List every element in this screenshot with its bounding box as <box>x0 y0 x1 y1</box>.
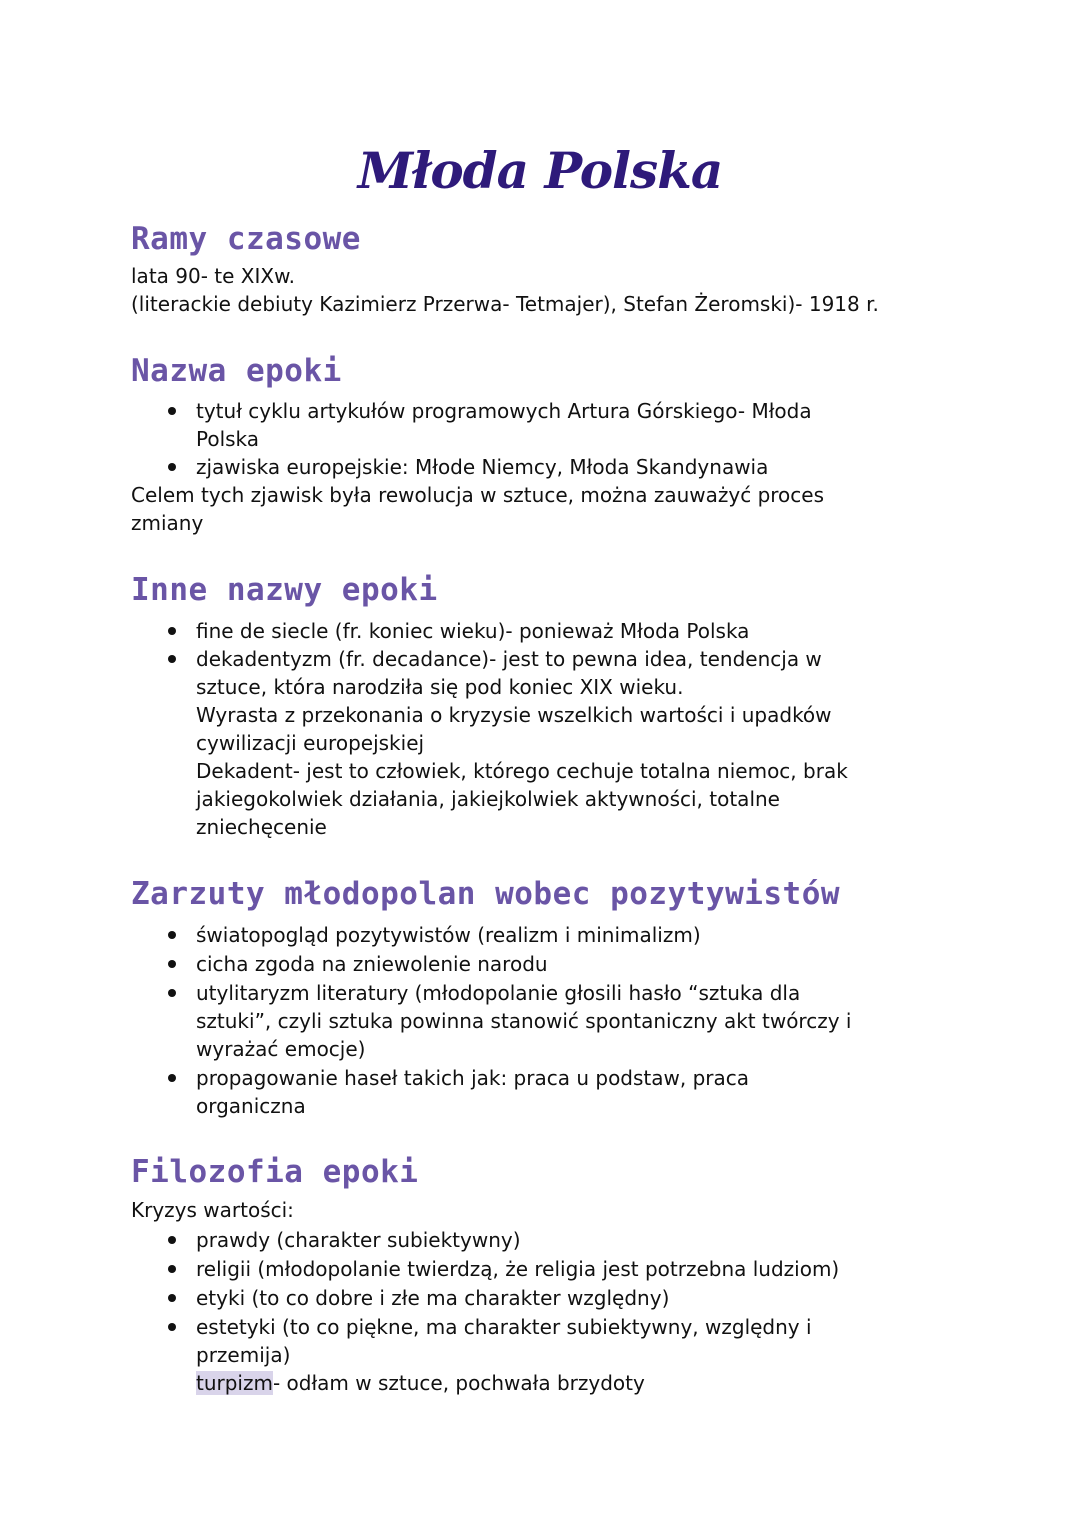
filozofia-bullet-4-line-2: przemija) <box>196 1343 291 1367</box>
nazwa-bullet-1-line-2: Polska <box>196 427 260 451</box>
turpizm-definition: - odłam w sztuce, pochwała brzydoty <box>272 1371 645 1395</box>
heading-filozofia-epoki: Filozofia epoki <box>131 1154 419 1190</box>
inne-bullet-2-line-7: zniechęcenie <box>196 815 327 839</box>
zarzuty-bullet-4-line-1: propagowanie haseł takich jak: praca u podstaw, praca <box>196 1066 750 1090</box>
bullet-icon <box>168 655 176 663</box>
filozofia-bullet-2: religii (młodopolanie twierdzą, że religia jest potrzebna ludziom) <box>196 1257 840 1281</box>
inne-bullet-1: fine de siecle (fr. koniec wieku)- ponieważ Młoda Polska <box>196 619 750 643</box>
nazwa-paragraph-line-1: Celem tych zjawisk była rewolucja w sztuce, można zauważyć proces <box>131 483 825 507</box>
nazwa-bullet-1-line-1: tytuł cyklu artykułów programowych Artura Górskiego- Młoda <box>196 399 812 423</box>
zarzuty-bullet-3-line-3: wyrażać emocje) <box>196 1037 366 1061</box>
heading-inne-nazwy-epoki: Inne nazwy epoki <box>131 572 438 608</box>
bullet-icon <box>168 627 176 635</box>
ramy-line-1: lata 90- te XIXw. <box>131 264 295 288</box>
inne-bullet-2-line-2: sztuce, która narodziła się pod koniec XIX wieku. <box>196 675 684 699</box>
filozofia-bullet-3: etyki (to co dobre i złe ma charakter względny) <box>196 1286 670 1310</box>
inne-bullet-2-line-4: cywilizacji europejskiej <box>196 731 425 755</box>
bullet-icon <box>168 1323 176 1331</box>
bullet-icon <box>168 463 176 471</box>
bullet-icon <box>168 931 176 939</box>
bullet-icon <box>168 1074 176 1082</box>
filozofia-bullet-4-line-1: estetyki (to co piękne, ma charakter subiektywny, względny i <box>196 1315 812 1339</box>
nazwa-bullet-2: zjawiska europejskie: Młode Niemcy, Młoda Skandynawia <box>196 455 769 479</box>
zarzuty-bullet-3-line-2: sztuki”, czyli sztuka powinna stanowić spontaniczny akt twórczy i <box>196 1009 852 1033</box>
filozofia-intro: Kryzys wartości: <box>131 1198 294 1222</box>
zarzuty-bullet-4-line-2: organiczna <box>196 1094 306 1118</box>
turpizm-highlight: turpizm <box>196 1371 273 1395</box>
heading-nazwa-epoki: Nazwa epoki <box>131 353 342 389</box>
heading-zarzuty: Zarzuty młodopolan wobec pozytywistów <box>131 876 841 912</box>
bullet-icon <box>168 960 176 968</box>
inne-bullet-2-line-5: Dekadent- jest to człowiek, którego cechuje totalna niemoc, brak <box>196 759 848 783</box>
inne-bullet-2-line-1: dekadentyzm (fr. decadance)- jest to pewna idea, tendencja w <box>196 647 822 671</box>
page-title: Młoda Polska <box>357 141 723 200</box>
nazwa-paragraph-line-2: zmiany <box>131 511 204 535</box>
filozofia-bullet-1: prawdy (charakter subiektywny) <box>196 1228 521 1252</box>
ramy-line-2: (literackie debiuty Kazimierz Przerwa- Tetmajer), Stefan Żeromski)- 1918 r. <box>131 292 879 316</box>
zarzuty-bullet-3-line-1: utylitaryzm literatury (młodopolanie głosili hasło “sztuka dla <box>196 981 801 1005</box>
zarzuty-bullet-2: cicha zgoda na zniewolenie narodu <box>196 952 548 976</box>
inne-bullet-2-line-6: jakiegokolwiek działania, jakiejkolwiek aktywności, totalne <box>196 787 780 811</box>
heading-ramy-czasowe: Ramy czasowe <box>131 221 361 257</box>
bullet-icon <box>168 407 176 415</box>
bullet-icon <box>168 989 176 997</box>
zarzuty-bullet-1: światopogląd pozytywistów (realizm i minimalizm) <box>196 923 701 947</box>
inne-bullet-2-line-3: Wyrasta z przekonania o kryzysie wszelkich wartości i upadków <box>196 703 832 727</box>
bullet-icon <box>168 1294 176 1302</box>
bullet-icon <box>168 1265 176 1273</box>
bullet-icon <box>168 1236 176 1244</box>
turpizm-line <box>196 1369 645 1397</box>
